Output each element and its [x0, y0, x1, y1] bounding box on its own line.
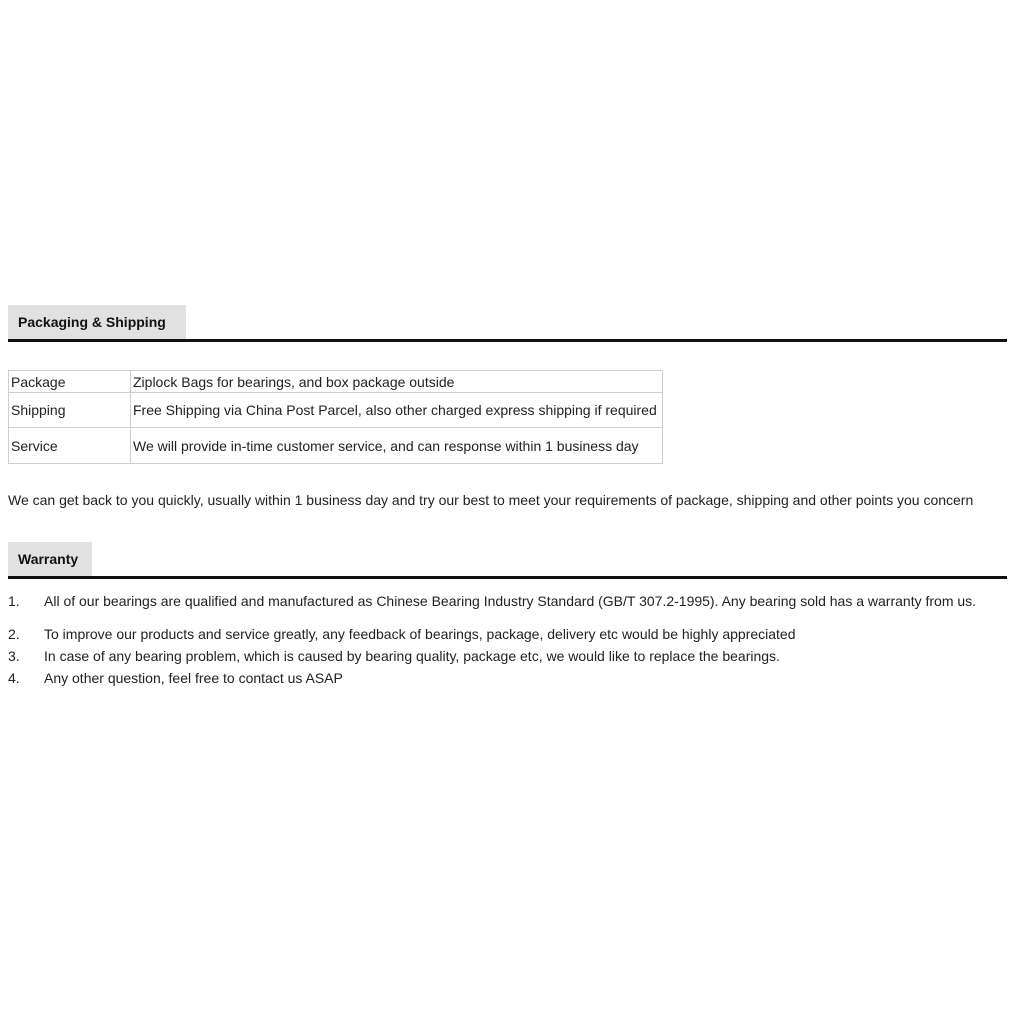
- list-number: 1.: [8, 593, 20, 609]
- package-label: Package: [9, 371, 131, 393]
- packaging-shipping-title: Packaging & Shipping: [8, 305, 186, 339]
- list-item: [8, 645, 1008, 667]
- packaging-table: [8, 370, 663, 464]
- list-text: To improve our products and service greatly, any feedback of bearings, package, delivery etc would be highly appreciated: [44, 626, 796, 642]
- list-number: 3.: [8, 648, 20, 664]
- shipping-value: Free Shipping via China Post Parcel, also other charged express shipping if required: [131, 393, 663, 428]
- list-item: [8, 667, 1008, 689]
- warranty-title: Warranty: [8, 542, 92, 576]
- warranty-header: [8, 542, 1007, 579]
- list-number: 2.: [8, 626, 20, 642]
- service-value: We will provide in-time customer service, and can response within 1 business day: [131, 428, 663, 464]
- table-row: [9, 393, 663, 428]
- table-row: [9, 371, 663, 393]
- list-item: [8, 623, 1008, 645]
- table-row: [9, 428, 663, 464]
- list-text: All of our bearings are qualified and manufactured as Chinese Bearing Industry Standard (GB/T 307.2-1995). Any bearing sold has a warranty from us.: [44, 593, 977, 609]
- package-value: Ziplock Bags for bearings, and box package outside: [131, 371, 663, 393]
- list-item: [8, 590, 1008, 612]
- warranty-list: [8, 590, 1008, 689]
- list-text: Any other question, feel free to contact us ASAP: [44, 670, 343, 686]
- packaging-shipping-header: [8, 305, 1007, 342]
- response-note: We can get back to you quickly, usually within 1 business day and try our best to meet your requirements of package, shipping and other points you concern: [8, 492, 974, 508]
- service-label: Service: [9, 428, 131, 464]
- list-text: In case of any bearing problem, which is caused by bearing quality, package etc, we would like to replace the bearings.: [44, 648, 780, 664]
- shipping-label: Shipping: [9, 393, 131, 428]
- list-number: 4.: [8, 670, 20, 686]
